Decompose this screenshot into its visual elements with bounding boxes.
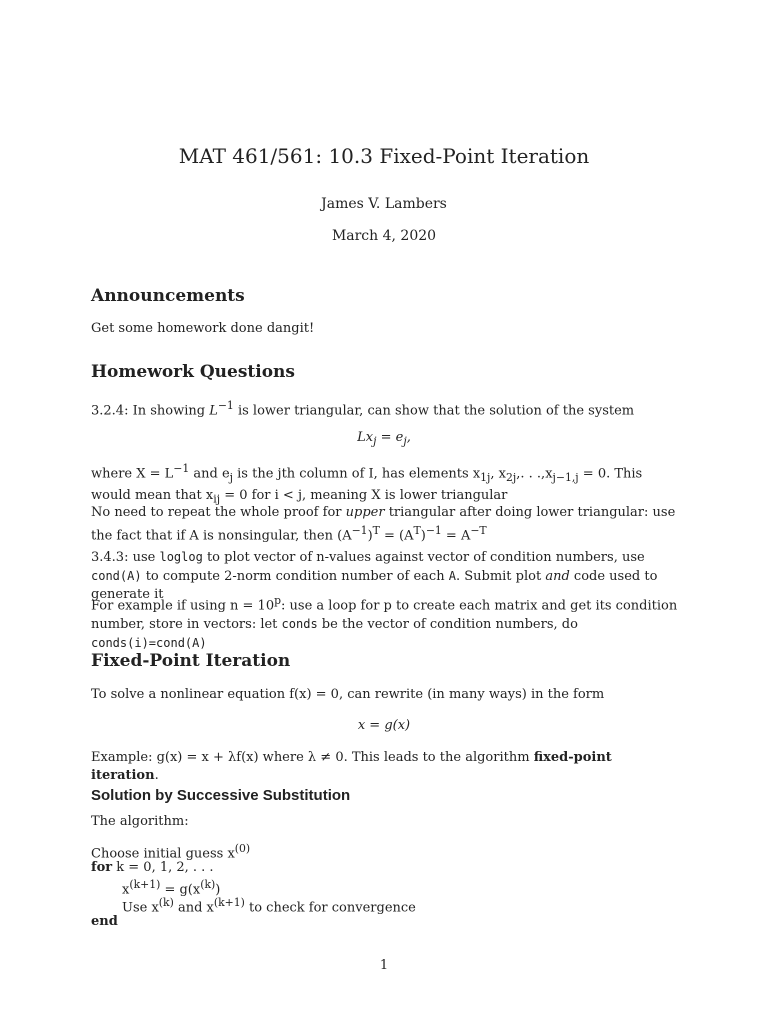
homework-para-1: 3.2.4: In showing $L^{-1}$ is lower triangular, can show that the solution of the system [91, 399, 635, 419]
algo-line-3: $x^{(k+1)} = g(x^{(k)})$ [122, 878, 221, 898]
heading-announcements: Announcements [91, 286, 245, 306]
homework-para-4: 3.4.3: use loglog to plot vector of n-values against vector of condition numbers, use cond(A) to compute 2-norm condition number of each A. Submit plot and code used to generate it [91, 550, 658, 602]
homework-para-3: No need to repeat the whole proof for upper triangular after doing lower triangular: use the fact that if A is nonsingular, then $(A^{-1})^T = (A^T)^{-1} = A^{-T}$ [91, 505, 676, 544]
algorithm-intro: The algorithm: [91, 814, 189, 829]
homework-para-2: where $X = L^{-1}$ and $e_j$ is the jth column of I, has elements $x_{1j}$, $x_{2j}$,. . $.,x_{j-1,j} = 0$. This would mean that $x_{ij} = 0$ for i < j, meaning X is lower triangular [91, 462, 643, 506]
fpi-para-1: To solve a nonlinear equation f(x) = 0, can rewrite (in many ways) in the form [91, 687, 605, 702]
algo-line-5: end [91, 914, 118, 929]
algo-line-4: Use $x^{(k)}$ and $x^{(k+1)}$ to check for convergence [122, 896, 416, 916]
algo-line-1: Choose initial guess $x^{(0)}$ [91, 842, 251, 862]
heading-fixed-point: Fixed-Point Iteration [91, 651, 291, 671]
equation-lxj: $Lx_j = e_j$, [357, 430, 411, 448]
page-title: MAT 461/561: 10.3 Fixed-Point Iteration [178, 144, 590, 168]
heading-homework: Homework Questions [91, 362, 295, 382]
fpi-para-2: Example: g(x) = x + λf(x) where λ ≠ 0. This leads to the algorithm fixed-point iteration. [91, 750, 612, 783]
page-number: 1 [379, 958, 389, 973]
date: March 4, 2020 [331, 228, 437, 244]
announcement-text: Get some homework done dangit! [91, 321, 315, 336]
equation-xgx: x = g(x) [357, 718, 411, 733]
algo-line-2: for k = 0, 1, 2, . . . [91, 860, 214, 875]
homework-para-5: For example if using $n = 10^p$: use a loop for p to create each matrix and get its condition number, store in vectors: let conds be the vector of condition numbers, do conds(i)=cond(A) [91, 594, 678, 651]
heading-successive-substitution: Solution by Successive Substitution [91, 787, 351, 804]
author: James V. Lambers [321, 196, 447, 212]
